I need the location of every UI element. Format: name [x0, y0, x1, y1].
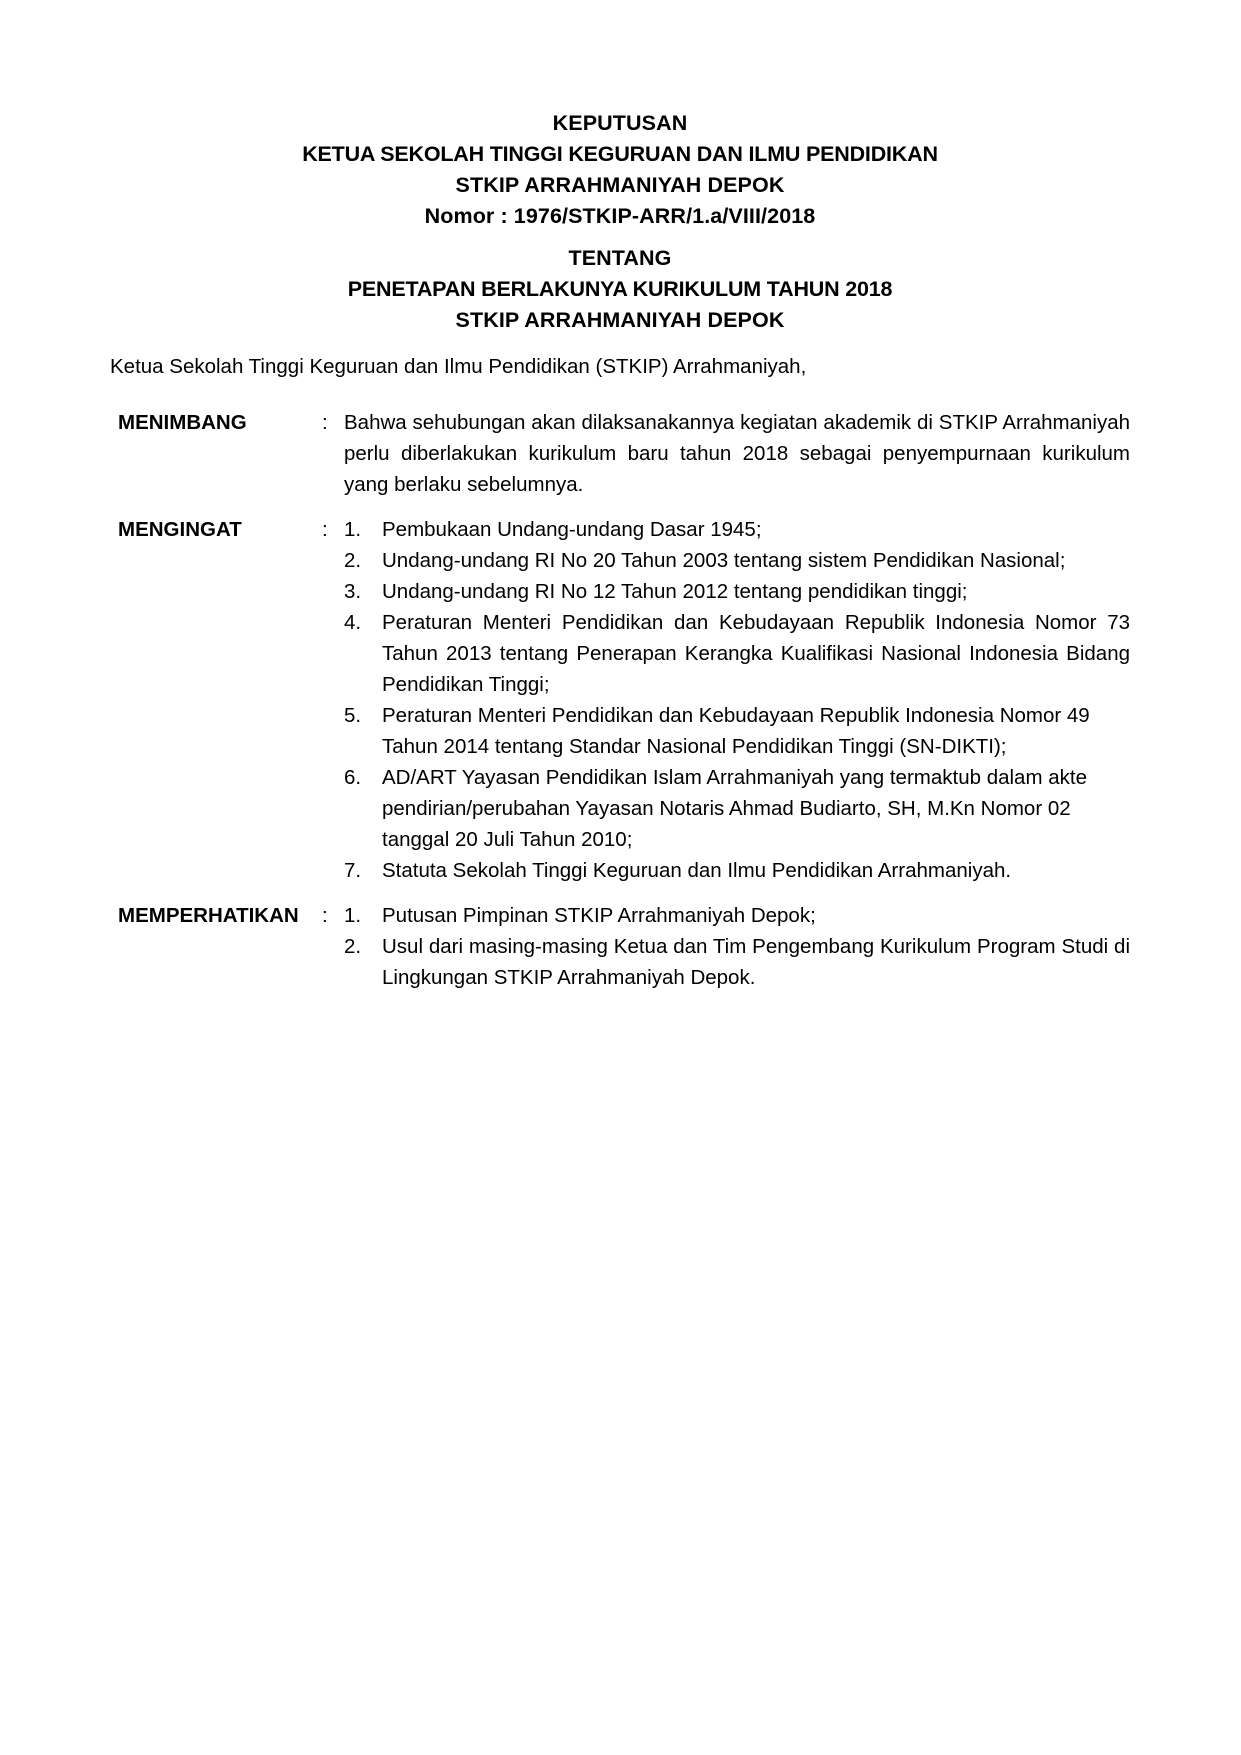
list-item-marker: 1. [344, 518, 362, 541]
clause-list [110, 407, 1130, 1007]
clause-body-mengingat [344, 514, 1130, 886]
header-line-number: Nomor : 1976/STKIP-ARR/1.a/VIII/2018 [424, 204, 816, 228]
list-item-text: AD/ART Yayasan Pendidikan Islam Arrahmaniyah yang termaktub dalam akte pendirian/perubahan Yayasan Notaris Ahmad Budiarto, SH, M.Kn Nomor 02 tanggal 20 Juli Tahun 2010; [382, 766, 1087, 851]
list-item-marker: 3. [344, 580, 362, 603]
list-item-marker: 4. [344, 611, 362, 634]
list-item-marker: 5. [344, 704, 362, 727]
list-item [344, 855, 1130, 886]
header-line-institution: KETUA SEKOLAH TINGGI KEGURUAN DAN ILMU PENDIDIKAN [302, 142, 938, 166]
clause-colon-mengingat: : [322, 518, 328, 541]
list-item-marker: 2. [344, 935, 362, 958]
list-item-marker: 6. [344, 766, 362, 789]
list-item [344, 514, 1130, 545]
list-item [344, 931, 1130, 993]
clause-label-menimbang: MENIMBANG [118, 411, 247, 434]
clause-label-memperhatikan: MEMPERHATIKAN [118, 904, 299, 927]
subject-line-title: PENETAPAN BERLAKUNYA KURIKULUM TAHUN 2018 [347, 277, 893, 301]
clause-label-mengingat: MENGINGAT [118, 518, 242, 541]
subject-line-campus: STKIP ARRAHMANIYAH DEPOK [455, 308, 785, 332]
list-item-text: Putusan Pimpinan STKIP Arrahmaniyah Depok; [382, 904, 816, 927]
clause-mengingat [110, 514, 1130, 886]
list-item [344, 607, 1130, 700]
document-subject [110, 243, 1130, 336]
list-item [344, 545, 1130, 576]
salutation-text: Ketua Sekolah Tinggi Keguruan dan Ilmu Pendidikan (STKIP) Arrahmaniyah, [110, 355, 807, 378]
clause-paragraph: Bahwa sehubungan akan dilaksanakannya kegiatan akademik di STKIP Arrahmaniyah perlu diberlakukan kurikulum baru tahun 2018 sebagai penyempurnaan kurikulum yang berlaku sebelumnya. [344, 411, 1130, 496]
subject-line-tentang: TENTANG [568, 246, 672, 270]
clause-memperhatikan [110, 900, 1130, 993]
list-item [344, 900, 1130, 931]
list-item [344, 762, 1130, 855]
list-item-marker: 1. [344, 904, 362, 927]
list-item-text: Pembukaan Undang-undang Dasar 1945; [382, 518, 762, 541]
list-item-text: Usul dari masing-masing Ketua dan Tim Pengembang Kurikulum Program Studi di Lingkungan STKIP Arrahmaniyah Depok. [382, 935, 1130, 989]
list-item-marker: 7. [344, 859, 362, 882]
mengingat-items [344, 514, 1130, 886]
header-line-keputusan: KEPUTUSAN [552, 111, 688, 135]
list-item [344, 700, 1130, 762]
list-item-text: Statuta Sekolah Tinggi Keguruan dan Ilmu Pendidikan Arrahmaniyah. [382, 859, 1012, 882]
header-line-campus: STKIP ARRAHMANIYAH DEPOK [455, 173, 785, 197]
list-item-text: Undang-undang RI No 12 Tahun 2012 tentang pendidikan tinggi; [382, 580, 968, 603]
clause-colon-memperhatikan: : [322, 904, 328, 927]
list-item-text: Undang-undang RI No 20 Tahun 2003 tentang sistem Pendidikan Nasional; [382, 549, 1066, 572]
document-header [110, 108, 1130, 232]
list-item-text: Peraturan Menteri Pendidikan dan Kebudayaan Republik Indonesia Nomor 73 Tahun 2013 tentang Penerapan Kerangka Kualifikasi Nasional Indonesia Bidang Pendidikan Tinggi; [382, 611, 1130, 696]
clause-body-menimbang [344, 407, 1130, 500]
memperhatikan-items [344, 900, 1130, 993]
list-item-marker: 2. [344, 549, 362, 572]
clause-colon-menimbang: : [322, 411, 328, 434]
clause-menimbang [110, 407, 1130, 500]
clause-body-memperhatikan [344, 900, 1130, 993]
list-item-text: Peraturan Menteri Pendidikan dan Kebudayaan Republik Indonesia Nomor 49 Tahun 2014 tentang Standar Nasional Pendidikan Tinggi (SN-DIKTI); [382, 704, 1090, 758]
list-item [344, 576, 1130, 607]
